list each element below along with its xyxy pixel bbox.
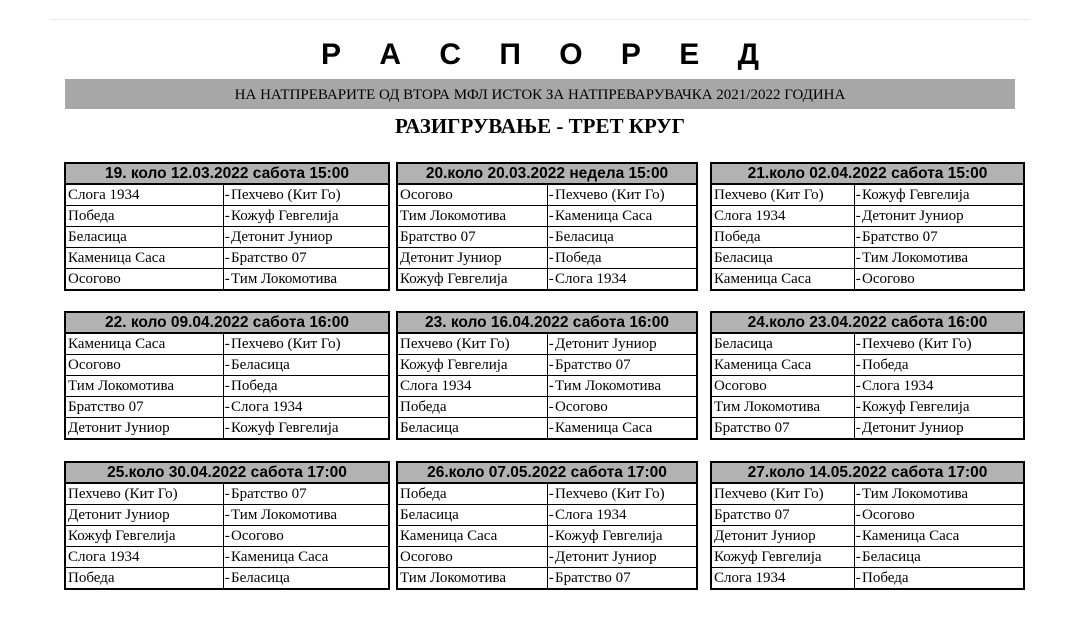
match-row (711, 547, 1024, 568)
round-header: 24.коло 23.04.2022 сабота 16:00 (711, 312, 1024, 333)
away-team: Тим Локомотива (862, 483, 1024, 505)
match-separator: - (547, 248, 555, 269)
home-team: Пехчево (Кит Го) (711, 483, 854, 505)
match-row (65, 483, 389, 505)
home-team: Пехчево (Кит Го) (397, 333, 547, 355)
home-team: Победа (65, 206, 223, 227)
home-team: Тим Локомотива (711, 397, 854, 418)
away-team: Кожуф Гевгелија (862, 184, 1024, 206)
round-table (64, 311, 390, 440)
match-separator: - (223, 184, 231, 206)
match-separator: - (547, 269, 555, 291)
match-separator: - (854, 333, 862, 355)
home-team: Слога 1934 (65, 184, 223, 206)
match-separator: - (547, 526, 555, 547)
home-team: Осогово (397, 547, 547, 568)
match-separator: - (854, 184, 862, 206)
round-header: 21.коло 02.04.2022 сабота 15:00 (711, 163, 1024, 184)
match-separator: - (223, 355, 231, 376)
home-team: Слога 1934 (397, 376, 547, 397)
away-team: Тим Локомотива (231, 505, 389, 526)
away-team: Кожуф Гевгелија (231, 206, 389, 227)
match-separator: - (854, 227, 862, 248)
match-separator: - (854, 483, 862, 505)
home-team: Победа (397, 483, 547, 505)
round-table (396, 461, 698, 590)
match-separator: - (223, 418, 231, 440)
home-team: Тим Локомотива (397, 206, 547, 227)
away-team: Детонит Јуниор (555, 547, 697, 568)
away-team: Беласица (231, 568, 389, 590)
match-separator: - (547, 418, 555, 440)
match-row (65, 333, 389, 355)
away-team: Детонит Јуниор (862, 206, 1024, 227)
round-table (710, 162, 1025, 291)
match-row (65, 376, 389, 397)
match-separator: - (547, 206, 555, 227)
match-separator: - (223, 397, 231, 418)
match-separator: - (854, 505, 862, 526)
round-header: 26.коло 07.05.2022 сабота 17:00 (397, 462, 697, 483)
home-team: Каменица Саса (711, 355, 854, 376)
away-team: Пехчево (Кит Го) (862, 333, 1024, 355)
match-row (711, 418, 1024, 440)
match-separator: - (547, 483, 555, 505)
away-team: Детонит Јуниор (231, 227, 389, 248)
match-row (65, 547, 389, 568)
round-table (64, 162, 390, 291)
match-row (711, 526, 1024, 547)
match-row (711, 568, 1024, 590)
match-row (397, 355, 697, 376)
away-team: Тим Локомотива (862, 248, 1024, 269)
home-team: Тим Локомотива (65, 376, 223, 397)
match-separator: - (223, 269, 231, 291)
away-team: Каменица Саса (555, 418, 697, 440)
home-team: Осогово (65, 355, 223, 376)
match-row (65, 397, 389, 418)
home-team: Победа (397, 397, 547, 418)
match-row (65, 269, 389, 291)
match-row (711, 184, 1024, 206)
away-team: Победа (862, 355, 1024, 376)
round-table (396, 311, 698, 440)
round-table (64, 461, 390, 590)
match-separator: - (854, 526, 862, 547)
away-team: Слога 1934 (862, 376, 1024, 397)
away-team: Пехчево (Кит Го) (231, 333, 389, 355)
home-team: Осогово (397, 184, 547, 206)
home-team: Кожуф Гевгелија (65, 526, 223, 547)
match-row (711, 505, 1024, 526)
away-team: Кожуф Гевгелија (555, 526, 697, 547)
match-row (397, 483, 697, 505)
home-team: Беласица (397, 418, 547, 440)
away-team: Братство 07 (555, 568, 697, 590)
away-team: Детонит Јуниор (555, 333, 697, 355)
match-row (711, 248, 1024, 269)
match-separator: - (547, 376, 555, 397)
match-row (711, 355, 1024, 376)
home-team: Каменица Саса (65, 248, 223, 269)
match-separator: - (854, 269, 862, 291)
match-separator: - (547, 397, 555, 418)
home-team: Каменица Саса (65, 333, 223, 355)
home-team: Беласица (711, 333, 854, 355)
match-separator: - (547, 568, 555, 590)
match-separator: - (854, 248, 862, 269)
match-row (397, 333, 697, 355)
match-separator: - (854, 568, 862, 590)
match-row (65, 206, 389, 227)
away-team: Победа (555, 248, 697, 269)
away-team: Пехчево (Кит Го) (555, 483, 697, 505)
round-table (396, 162, 698, 291)
home-team: Беласица (711, 248, 854, 269)
match-separator: - (854, 397, 862, 418)
away-team: Осогово (862, 505, 1024, 526)
away-team: Слога 1934 (231, 397, 389, 418)
match-row (397, 227, 697, 248)
home-team: Победа (711, 227, 854, 248)
match-separator: - (547, 547, 555, 568)
away-team: Беласица (862, 547, 1024, 568)
away-team: Кожуф Гевгелија (862, 397, 1024, 418)
match-row (711, 227, 1024, 248)
home-team: Слога 1934 (65, 547, 223, 568)
top-divider (50, 19, 1030, 20)
match-row (397, 206, 697, 227)
home-team: Каменица Саса (711, 269, 854, 291)
home-team: Братство 07 (711, 505, 854, 526)
away-team: Братство 07 (231, 483, 389, 505)
home-team: Пехчево (Кит Го) (65, 483, 223, 505)
round-table (710, 461, 1025, 590)
home-team: Осогово (65, 269, 223, 291)
match-row (65, 526, 389, 547)
match-separator: - (223, 227, 231, 248)
match-row (65, 505, 389, 526)
away-team: Осогово (555, 397, 697, 418)
match-row (397, 184, 697, 206)
match-row (711, 376, 1024, 397)
banner: НА НАТПРЕВАРИТЕ ОД ВТОРА МФЛ ИСТОК ЗА НАТПРЕВАРУВАЧКА 2021/2022 ГОДИНА (65, 79, 1015, 109)
away-team: Пехчево (Кит Го) (231, 184, 389, 206)
match-row (397, 269, 697, 291)
match-separator: - (854, 376, 862, 397)
match-row (397, 568, 697, 590)
home-team: Осогово (711, 376, 854, 397)
home-team: Детонит Јуниор (65, 418, 223, 440)
match-separator: - (547, 184, 555, 206)
away-team: Беласица (555, 227, 697, 248)
match-row (711, 483, 1024, 505)
home-team: Братство 07 (397, 227, 547, 248)
match-separator: - (223, 568, 231, 590)
match-separator: - (223, 376, 231, 397)
match-separator: - (223, 248, 231, 269)
home-team: Пехчево (Кит Го) (711, 184, 854, 206)
match-separator: - (223, 547, 231, 568)
match-separator: - (223, 206, 231, 227)
home-team: Детонит Јуниор (397, 248, 547, 269)
away-team: Слога 1934 (555, 269, 697, 291)
match-row (397, 547, 697, 568)
home-team: Кожуф Гевгелија (397, 355, 547, 376)
home-team: Братство 07 (711, 418, 854, 440)
match-row (65, 568, 389, 590)
round-header: 25.коло 30.04.2022 сабота 17:00 (65, 462, 389, 483)
match-separator: - (854, 418, 862, 440)
away-team: Победа (862, 568, 1024, 590)
home-team: Беласица (397, 505, 547, 526)
away-team: Беласица (231, 355, 389, 376)
round-table (710, 311, 1025, 440)
match-row (397, 397, 697, 418)
subtitle: РАЗИГРУВАЊЕ - ТРЕТ КРУГ (394, 114, 686, 138)
round-header: 20.коло 20.03.2022 недела 15:00 (397, 163, 697, 184)
match-separator: - (223, 333, 231, 355)
match-separator: - (854, 206, 862, 227)
match-row (65, 418, 389, 440)
away-team: Каменица Саса (862, 526, 1024, 547)
away-team: Братство 07 (862, 227, 1024, 248)
match-separator: - (547, 355, 555, 376)
match-separator: - (547, 333, 555, 355)
away-team: Победа (231, 376, 389, 397)
home-team: Кожуф Гевгелија (711, 547, 854, 568)
home-team: Беласица (65, 227, 223, 248)
away-team: Кожуф Гевгелија (231, 418, 389, 440)
round-header: 22. коло 09.04.2022 сабота 16:00 (65, 312, 389, 333)
match-row (397, 376, 697, 397)
match-row (397, 526, 697, 547)
home-team: Детонит Јуниор (711, 526, 854, 547)
match-row (65, 184, 389, 206)
away-team: Тим Локомотива (555, 376, 697, 397)
away-team: Братство 07 (231, 248, 389, 269)
home-team: Детонит Јуниор (65, 505, 223, 526)
page-title: Р А С П О Р Е Д (321, 38, 774, 71)
match-row (397, 505, 697, 526)
match-row (65, 227, 389, 248)
match-row (65, 248, 389, 269)
match-row (65, 355, 389, 376)
home-team: Каменица Саса (397, 526, 547, 547)
match-row (711, 269, 1024, 291)
away-team: Тим Локомотива (231, 269, 389, 291)
match-separator: - (854, 355, 862, 376)
match-separator: - (223, 483, 231, 505)
match-row (397, 418, 697, 440)
away-team: Осогово (862, 269, 1024, 291)
home-team: Кожуф Гевгелија (397, 269, 547, 291)
away-team: Каменица Саса (231, 547, 389, 568)
match-row (711, 397, 1024, 418)
home-team: Слога 1934 (711, 568, 854, 590)
away-team: Каменица Саса (555, 206, 697, 227)
round-header: 23. коло 16.04.2022 сабота 16:00 (397, 312, 697, 333)
away-team: Слога 1934 (555, 505, 697, 526)
match-separator: - (223, 505, 231, 526)
match-separator: - (547, 227, 555, 248)
match-separator: - (854, 547, 862, 568)
match-separator: - (223, 526, 231, 547)
round-header: 27.коло 14.05.2022 сабота 17:00 (711, 462, 1024, 483)
round-header: 19. коло 12.03.2022 сабота 15:00 (65, 163, 389, 184)
home-team: Победа (65, 568, 223, 590)
away-team: Осогово (231, 526, 389, 547)
home-team: Братство 07 (65, 397, 223, 418)
home-team: Тим Локомотива (397, 568, 547, 590)
away-team: Детонит Јуниор (862, 418, 1024, 440)
match-row (397, 248, 697, 269)
match-separator: - (547, 505, 555, 526)
home-team: Слога 1934 (711, 206, 854, 227)
away-team: Пехчево (Кит Го) (555, 184, 697, 206)
match-row (711, 333, 1024, 355)
match-row (711, 206, 1024, 227)
away-team: Братство 07 (555, 355, 697, 376)
